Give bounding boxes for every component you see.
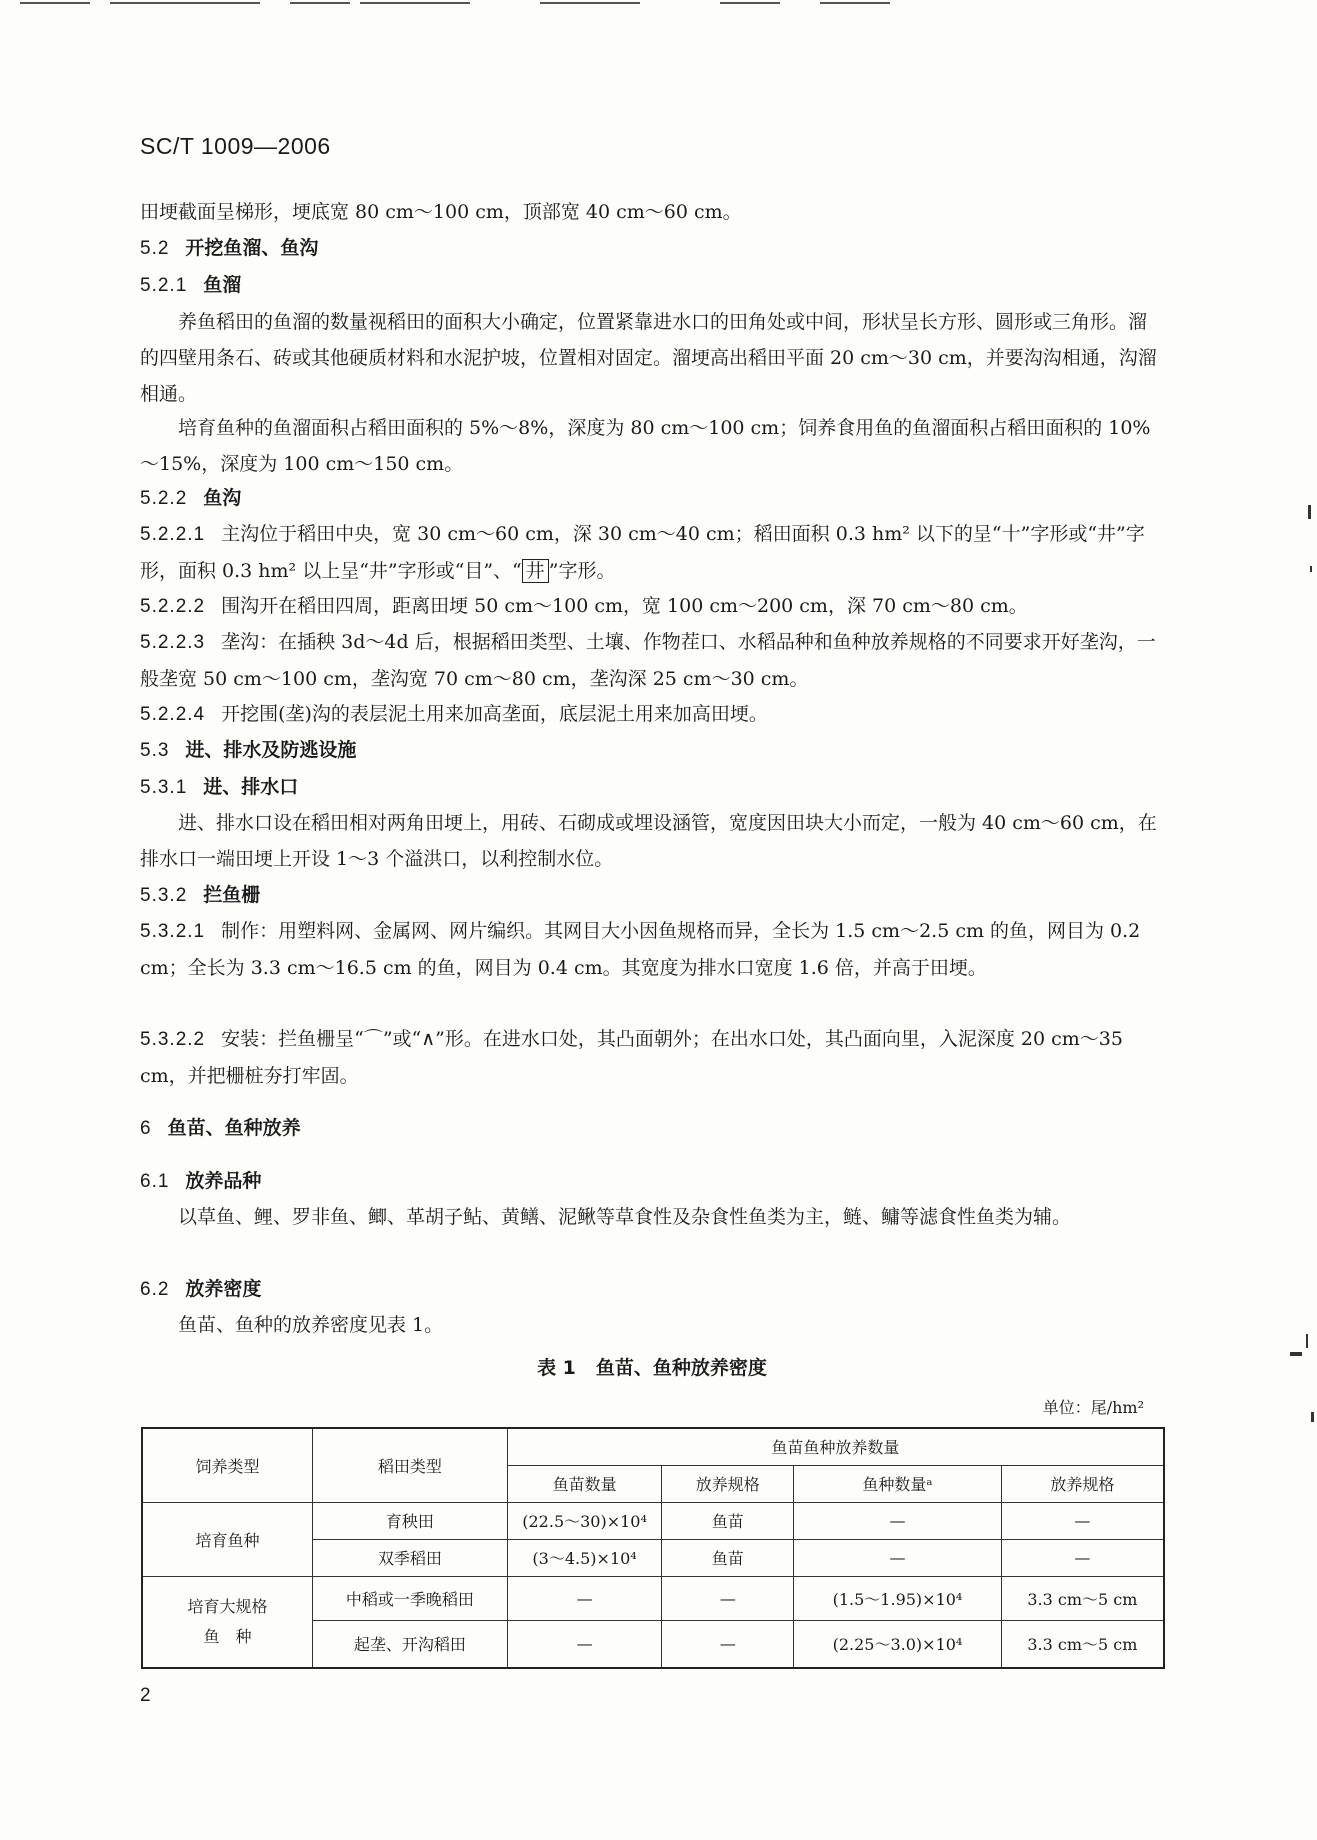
heading-6: 6 鱼苗、鱼种放养 [140, 1117, 301, 1139]
stocking-density-table [141, 1427, 1165, 1669]
heading-5-2: 5.2 开挖鱼溜、鱼沟 [140, 237, 319, 259]
paragraph-5-3-1: 进、排水口设在稻田相对两角田埂上，用砖、石砌成或埋设涵管，宽度因田块大小而定，一般为 40 cm～60 cm，在排水口一端田埂上开设 1～3 个溢洪口，以利控制水位。 [140, 812, 1157, 870]
clause-5-2-2-2: 5.2.2.2 围沟开在稻田四周，距离田埂 50 cm～100 cm，宽 100 cm～200 cm，深 70 cm～80 cm。 [140, 595, 1028, 617]
heading-5-3-1: 5.3.1 进、排水口 [140, 776, 299, 798]
header-fingerling-spec: 放养规格 [1001, 1465, 1164, 1502]
group-label: 培育鱼种 [142, 1502, 313, 1576]
clause-5-3-2-2: 5.3.2.2 安装：拦鱼栅呈“⌒”或“∧”形。在进水口处，其凸面朝外；在出水口处，其凸面向里，入泥深度 20 cm～35 cm，并把栅桩夯打牢固。 [140, 1028, 1123, 1087]
header-fry-quantity: 鱼苗数量 [507, 1465, 662, 1502]
header-rearing-type: 饲养类型 [142, 1428, 313, 1502]
table-unit: 单位：尾/hm² [1042, 1398, 1144, 1417]
clause-5-2-2-1: 5.2.2.1 主沟位于稻田中央，宽 30 cm～60 cm，深 30 cm～40 cm；稻田面积 0.3 hm² 以下的呈“十”字形或“井”字形，面积 0.3 hm² 以上呈“井”字形或“目”、“ 井 ”字形。 [140, 523, 1145, 582]
heading-5-2-2: 5.2.2 鱼沟 [140, 487, 242, 509]
header-field-type: 稻田类型 [313, 1428, 508, 1502]
heading-6-2: 6.2 放养密度 [140, 1278, 262, 1300]
paragraph-6-2: 鱼苗、鱼种的放养密度见表 1。 [178, 1314, 444, 1336]
scan-mark [1311, 1412, 1314, 1422]
group-label: 培育大规格 鱼 种 [142, 1576, 313, 1668]
scan-mark [1310, 566, 1312, 572]
paragraph-continuation: 田埂截面呈梯形，埂底宽 80 cm～100 cm，顶部宽 40 cm～60 cm。 [140, 201, 742, 223]
heading-6-1: 6.1 放养品种 [140, 1170, 262, 1192]
clause-5-3-2-1: 5.3.2.1 制作：用塑料网、金属网、网片编织。其网目大小因鱼规格而异，全长为 1.5 cm～2.5 cm 的鱼，网目为 0.2 cm；全长为 3.3 cm～16.5 cm 的鱼，网目为 0.4 cm。其宽度为排水口宽度 1.6 倍，并高于田埂。 [140, 920, 1141, 979]
header-fingerling-quantity: 鱼种数量ᵃ [794, 1465, 1002, 1502]
table-header-row [142, 1428, 1164, 1465]
scan-mark [1290, 1352, 1302, 1356]
paragraph-6-1: 以草鱼、鲤、罗非鱼、鲫、革胡子鲇、黄鳝、泥鳅等草食性及杂食性鱼类为主，鲢、鳙等滤食性鱼类为辅。 [178, 1206, 1072, 1228]
body-text-top [140, 194, 1164, 230]
paragraph-5-2-1-b: 培育鱼种的鱼溜面积占稻田面积的 5%～8%，深度为 80 cm～100 cm；饲养食用鱼的鱼溜面积占稻田面积的 10%～15%，深度为 100 cm～150 cm。 [140, 417, 1151, 475]
heading-5-3: 5.3 进、排水及防逃设施 [140, 739, 357, 761]
standard-number: SC/T 1009—2006 [140, 133, 331, 159]
boxed-character: 井 [522, 559, 549, 583]
header-fry-spec: 放养规格 [662, 1465, 794, 1502]
heading-5-2-1: 5.2.1 鱼溜 [140, 274, 242, 296]
clause-5-2-2-3: 5.2.2.3 垄沟：在插秧 3d～4d 后，根据稻田类型、土壤、作物茬口、水稻品种和鱼种放养规格的不同要求开好垄沟，一般垄宽 50 cm～100 cm，垄沟宽 70 cm～80 cm，垄沟深 25 cm～30 cm。 [140, 631, 1156, 690]
table-row: 培育大规格 鱼 种 中稻或一季晚稻田 — — (1.5～1.95)×10⁴ 3.3 cm～5 cm [142, 1576, 1164, 1620]
table-caption: 表 1 鱼苗、鱼种放养密度 [537, 1357, 767, 1379]
clause-5-2-2-4: 5.2.2.4 开挖围(垄)沟的表层泥土用来加高垄面，底层泥土用来加高田埂。 [140, 703, 768, 725]
scan-top-edge [0, 0, 1317, 8]
page-number: 2 [140, 1685, 151, 1706]
header-stocking-quantity: 鱼苗鱼种放养数量 [507, 1428, 1164, 1465]
paragraph-5-2-1-a: 养鱼稻田的鱼溜的数量视稻田的面积大小确定，位置紧靠进水口的田角处或中间，形状呈长方形、圆形或三角形。溜的四壁用条石、砖或其他硬质材料和水泥护坡，位置相对固定。溜埂高出稻田平面 20 cm～30 cm，并要沟沟相通，沟溜相通。 [140, 311, 1157, 405]
scan-mark [1306, 1334, 1308, 1348]
scan-mark [1308, 505, 1311, 519]
table-row: 双季稻田 (3～4.5)×10⁴ 鱼苗 — — [142, 1539, 1164, 1576]
heading-5-3-2: 5.3.2 拦鱼栅 [140, 884, 261, 906]
table-row: 起垄、开沟稻田 — — (2.25～3.0)×10⁴ 3.3 cm～5 cm [142, 1620, 1164, 1668]
table-row: 培育鱼种 育秧田 (22.5～30)×10⁴ 鱼苗 — — [142, 1502, 1164, 1539]
